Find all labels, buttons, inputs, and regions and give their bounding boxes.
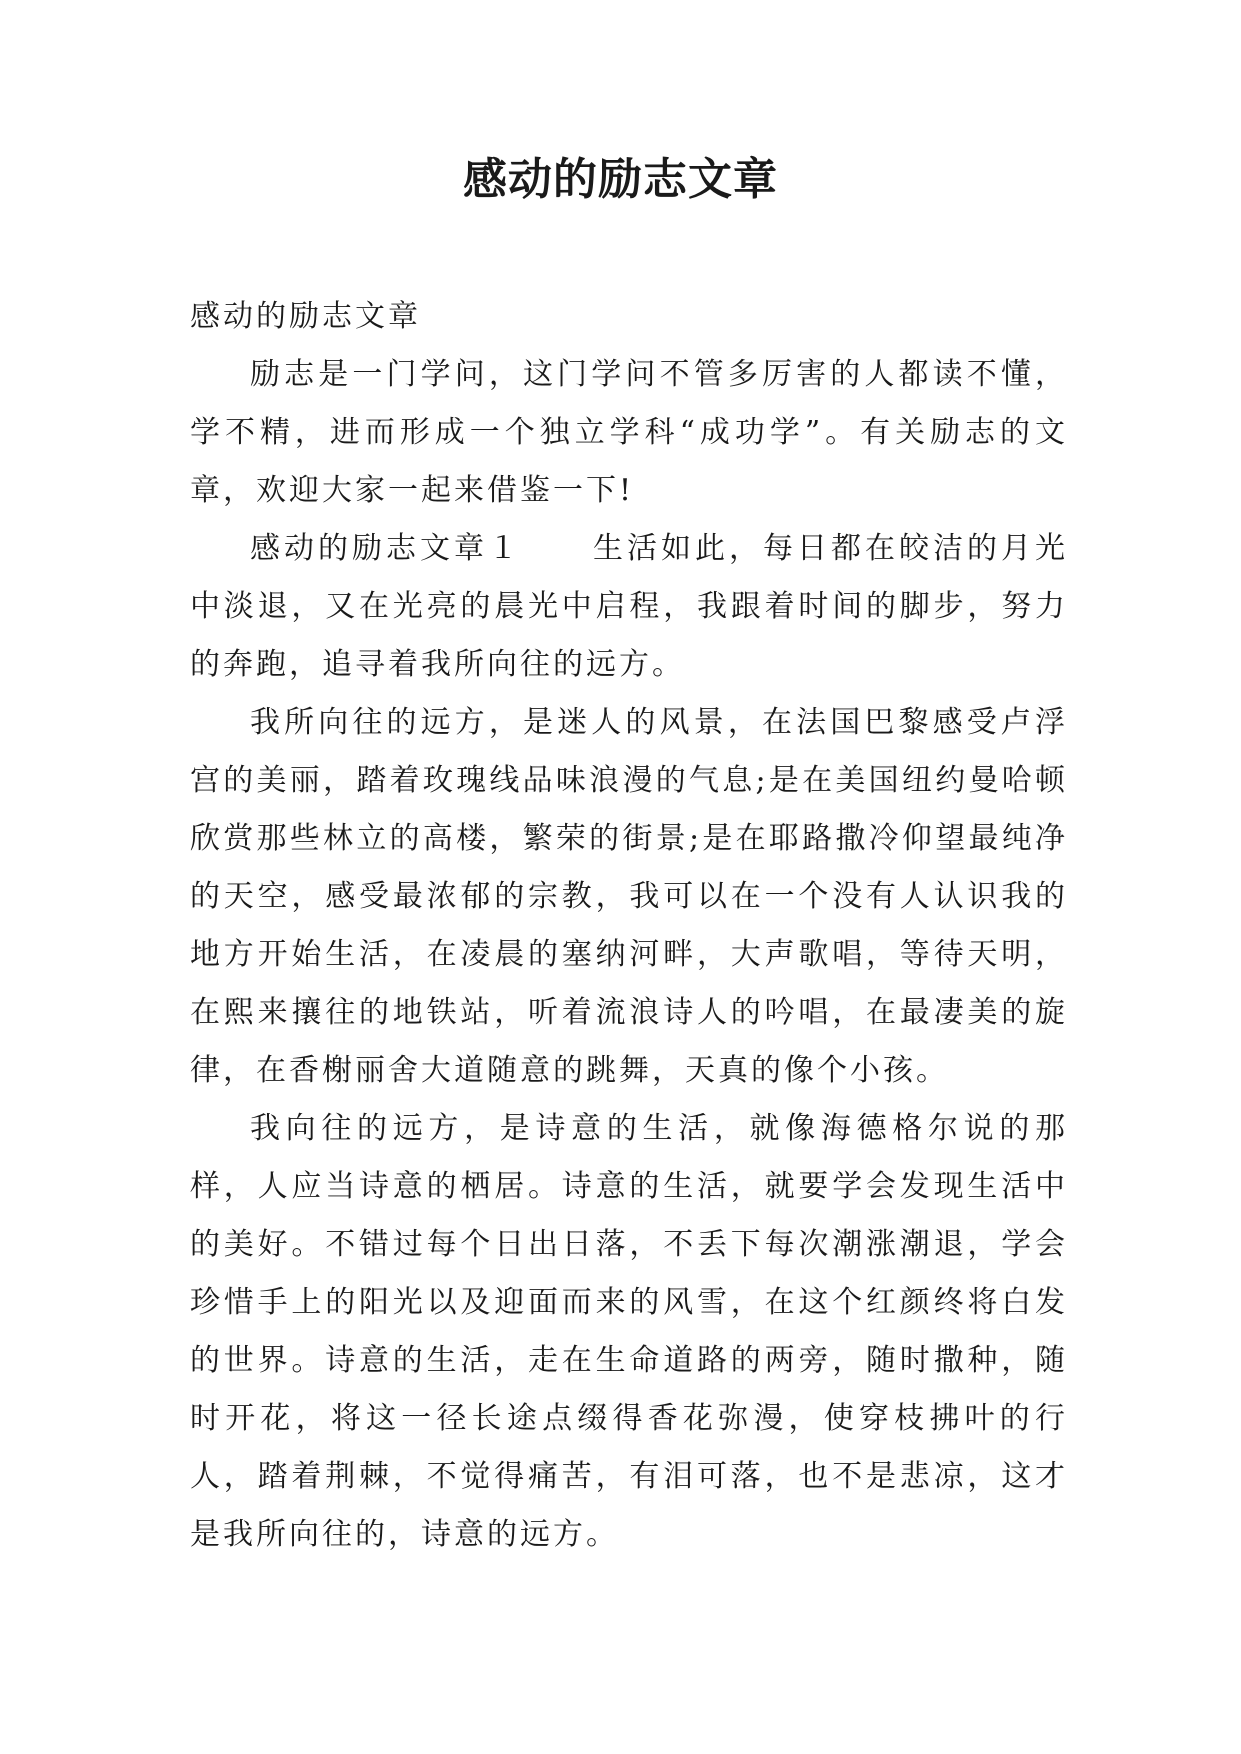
paragraph-distant-scenery: 我所向往的远方，是迷人的风景，在法国巴黎感受卢浮宫的美丽，踏着玫瑰线品味浪漫的气息;是在美国纽约曼哈顿欣赏那些林立的高楼，繁荣的街景;是在耶路撒冷仰望最纯净的天空，感受最浓郁的宗教，我可以在一个没有人认识我的地方开始生活，在凌晨的塞纳河畔，大声歌唱，等待天明，在熙来攘往的地铁站，听着流浪诗人的吟唱，在最凄美的旋律，在香榭丽舍大道随意的跳舞，天真的像个小孩。 bbox=[190, 705, 1068, 1088]
document-title: 感动的励志文章 bbox=[463, 154, 778, 205]
document-body bbox=[190, 288, 1068, 1564]
section-1-heading: 感动的励志文章１ bbox=[250, 531, 522, 566]
paragraph-poetic-life: 我向往的远方，是诗意的生活，就像海德格尔说的那样，人应当诗意的栖居。诗意的生活，就要学会发现生活中的美好。不错过每个日出日落，不丢下每次潮涨潮退，学会珍惜手上的阳光以及迎面而来的风雪，在这个红颜终将白发的世界。诗意的生活，走在生命道路的两旁，随时撒种，随时开花，将这一径长途点缀得香花弥漫，使穿枝拂叶的行人，踏着荆棘，不觉得痛苦，有泪可落，也不是悲凉，这才是我所向往的，诗意的远方。 bbox=[190, 1111, 1068, 1552]
section-1-text: 生活如此，每日都在皎洁的月光中淡退，又在光亮的晨光中启程，我跟着时间的脚步，努力的奔跑，追寻着我所向往的远方。 bbox=[190, 531, 1068, 682]
paragraph-section-1 bbox=[190, 520, 1068, 694]
paragraph-intro: 励志是一门学问，这门学问不管多厉害的人都读不懂，学不精，进而形成一个独立学科“成功学”。有关励志的文章，欢迎大家一起来借鉴一下! bbox=[190, 357, 1068, 508]
document-subtitle: 感动的励志文章 bbox=[190, 299, 421, 334]
